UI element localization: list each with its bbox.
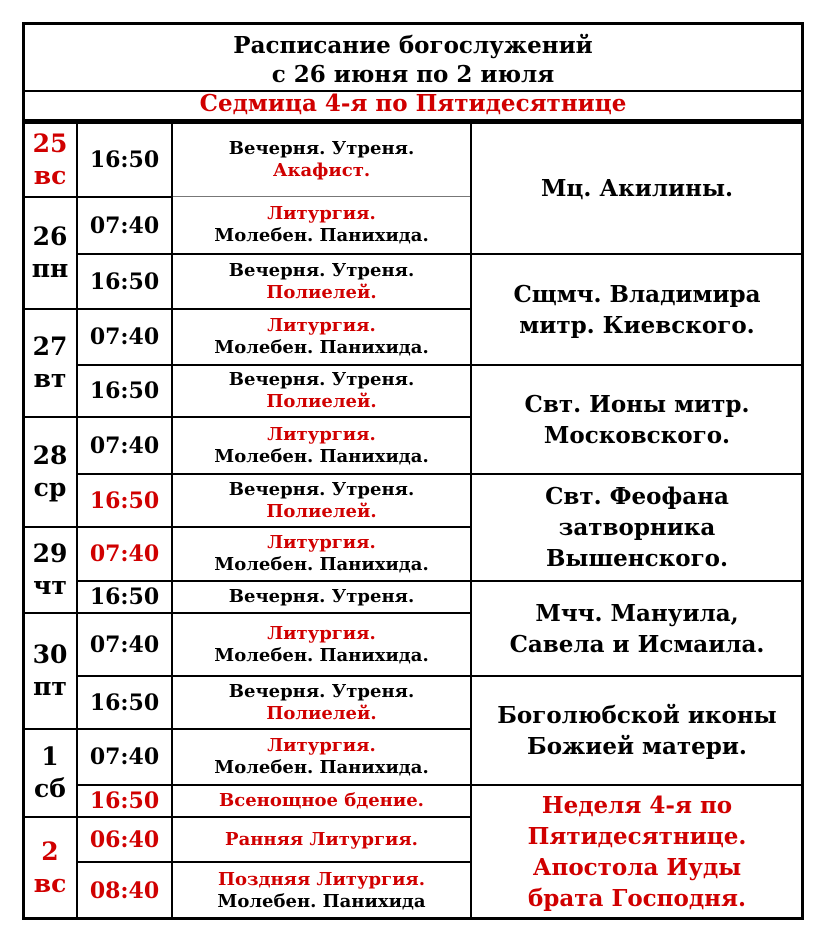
feast-cell [470, 784, 804, 920]
day-of-week: ср [33, 473, 67, 502]
service-cell [171, 580, 472, 614]
service-line: Молебен. Панихида [217, 890, 426, 912]
day-of-week: вт [33, 364, 67, 393]
service-line-highlight: Акафист. [272, 160, 371, 182]
day-of-week: вс [33, 161, 67, 190]
day-of-week: чт [33, 571, 67, 600]
service-cell [171, 861, 472, 920]
day-number: 29 [32, 539, 68, 568]
time-cell: 16:50 [76, 675, 173, 730]
feast-line: Мчч. Мануила, [535, 599, 739, 627]
service-cell [171, 784, 472, 818]
service-line: Молебен. Панихида. [214, 644, 429, 666]
day-number: 28 [32, 441, 68, 470]
feast-cell [470, 675, 804, 786]
day-cell [22, 526, 78, 614]
service-line-highlight: Полиелей. [266, 702, 377, 724]
service-line: Вечерня. Утреня. [228, 680, 415, 702]
day-cell [22, 122, 78, 198]
feast-line: Боголюбской иконы [497, 701, 777, 729]
day-of-week: сб [34, 774, 66, 803]
service-line-highlight: Литургия. [267, 202, 376, 224]
day-cell [22, 196, 78, 310]
feast-line: Вышенского. [545, 545, 729, 572]
feast-line: брата Господня. [527, 885, 747, 912]
day-number: 1 [41, 742, 59, 771]
time-cell: 16:50 [76, 364, 173, 418]
time-cell: 16:50 [76, 580, 173, 614]
time-cell: 07:40 [76, 308, 173, 366]
day-of-week: пт [33, 672, 67, 701]
feast-line: Неделя 4-я по [541, 792, 733, 819]
feast-line: Сщмч. Владимира [513, 280, 761, 308]
time-cell: 07:40 [76, 526, 173, 582]
day-number: 26 [32, 222, 68, 251]
service-line: Молебен. Панихида. [214, 337, 429, 358]
time-cell: 08:40 [76, 861, 173, 920]
service-line: Молебен. Панихида. [214, 224, 429, 246]
feast-cell [470, 122, 804, 255]
day-cell [22, 612, 78, 730]
service-cell [229, 124, 414, 197]
service-line-highlight: Литургия. [267, 735, 376, 756]
day-number: 27 [32, 332, 68, 361]
feast-line: Савела и Исмаила. [509, 630, 765, 658]
service-line: Вечерня. Утреня. [228, 478, 415, 500]
feast-line: затворника [558, 514, 716, 541]
service-cell [171, 308, 472, 366]
feast-line: Свт. Ионы митр. [524, 390, 750, 418]
service-line-highlight: Литургия. [267, 423, 376, 445]
service-line: Молебен. Панихида. [214, 757, 429, 778]
time-cell: 16:50 [76, 122, 173, 198]
feast-cell [470, 473, 804, 582]
service-line-highlight: Поздняя Литургия. [218, 868, 425, 890]
service-line: Молебен. Панихида. [214, 554, 429, 575]
service-line-highlight: Ранняя Литургия. [225, 828, 418, 850]
day-number: 25 [32, 129, 68, 158]
time-cell: 07:40 [76, 196, 173, 255]
feast-line: Божией матери. [527, 732, 747, 760]
time-cell: 16:50 [76, 473, 173, 528]
feast-line: Свт. Феофана [545, 483, 729, 510]
service-line-highlight: Всенощное бдение. [219, 790, 424, 811]
service-cell [171, 416, 472, 475]
service-line: Вечерня. Утреня. [228, 369, 415, 390]
week-title: Седмица 4-я по Пятидесятнице [22, 90, 804, 122]
day-cell [22, 416, 78, 528]
day-of-week: вс [33, 869, 67, 898]
schedule-title: Расписание богослужений [233, 32, 593, 59]
feast-cell [470, 580, 804, 677]
time-cell: 16:50 [76, 253, 173, 310]
feast-line: митр. Киевского. [519, 311, 755, 339]
service-line: Вечерня. Утреня. [228, 259, 415, 281]
feast-cell [470, 253, 804, 366]
service-cell [171, 728, 472, 786]
feast-line: Пятидесятнице. [527, 823, 747, 850]
service-line-highlight: Литургия. [267, 315, 376, 336]
row-divider [173, 196, 470, 197]
service-cell [171, 253, 472, 310]
day-cell [22, 728, 78, 818]
service-cell [171, 526, 472, 582]
service-cell [171, 612, 472, 677]
day-number: 2 [41, 837, 59, 866]
service-line-highlight: Полиелей. [266, 391, 377, 412]
service-cell [214, 197, 428, 253]
service-line-highlight: Полиелей. [266, 500, 377, 522]
feast-line: Московского. [543, 421, 731, 449]
time-cell: 07:40 [76, 612, 173, 677]
service-line: Вечерня. Утреня. [228, 138, 415, 160]
feast-line: Апостола Иуды [532, 854, 742, 881]
service-cell [171, 675, 472, 730]
day-cell [22, 308, 78, 418]
service-cell [171, 473, 472, 528]
time-cell: 06:40 [76, 816, 173, 863]
feast-line: Мц. Акилины. [540, 175, 734, 202]
day-of-week: пн [31, 254, 69, 283]
service-line-highlight: Литургия. [267, 622, 376, 644]
feast-cell [470, 364, 804, 475]
schedule-header [22, 22, 804, 92]
day-number: 30 [32, 640, 68, 669]
schedule-date-range: с 26 июня по 2 июля [271, 61, 555, 88]
day-cell [22, 816, 78, 920]
time-cell: 07:40 [76, 728, 173, 786]
time-cell: 07:40 [76, 416, 173, 475]
service-block [171, 122, 472, 255]
service-line-highlight: Полиелей. [266, 281, 377, 303]
service-line: Молебен. Панихида. [214, 445, 429, 467]
service-cell [171, 816, 472, 863]
service-cell [171, 364, 472, 418]
service-line-highlight: Литургия. [267, 532, 376, 553]
time-cell: 16:50 [76, 784, 173, 818]
service-line: Вечерня. Утреня. [228, 586, 415, 607]
